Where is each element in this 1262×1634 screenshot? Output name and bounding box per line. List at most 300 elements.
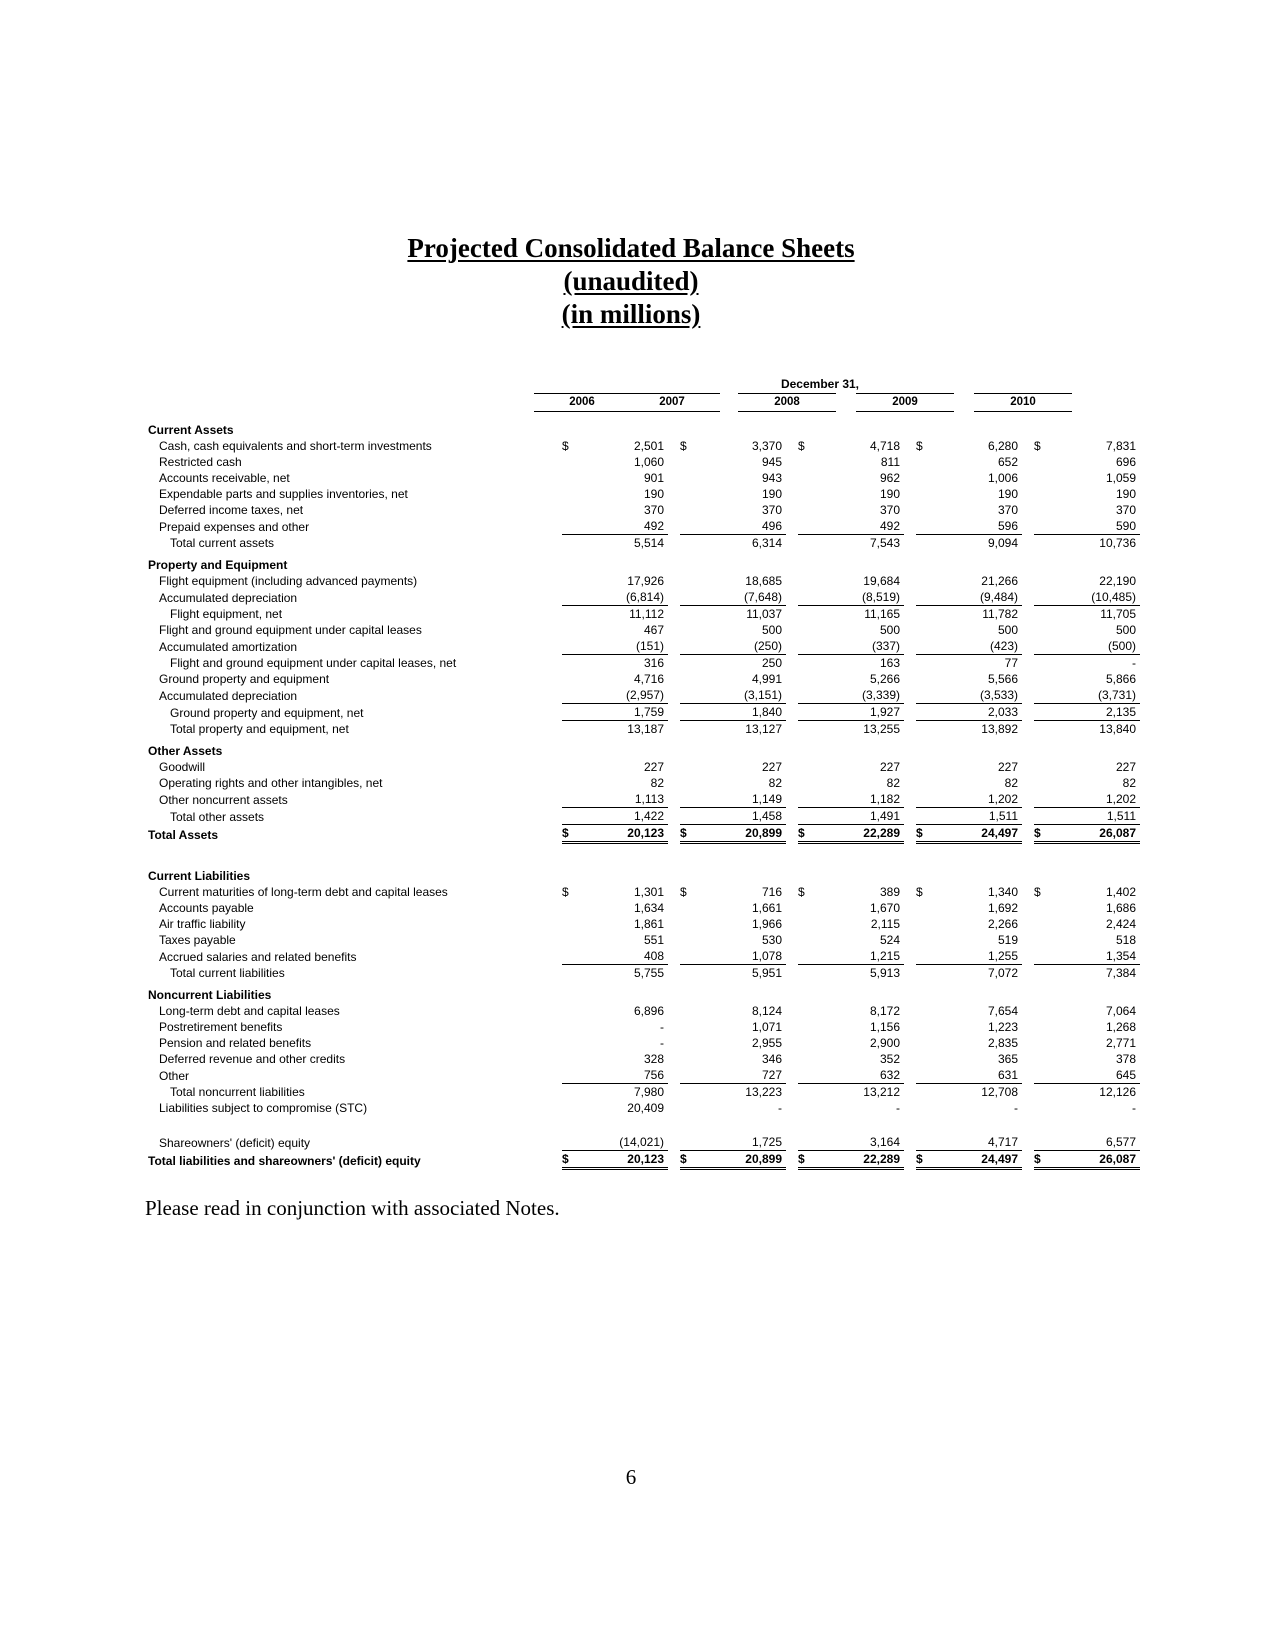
spacer-cell [786,825,798,843]
table-row [148,589,1140,606]
currency-symbol [798,1067,818,1084]
value-cell: 945 [761,455,782,469]
spacer-cell [668,638,680,655]
currency-symbol [562,916,582,932]
value-cell: 13,187 [627,722,664,736]
spacer-cell [1022,1084,1034,1101]
spacer-cell [1022,551,1034,573]
currency-symbol [798,1003,818,1019]
currency-symbol [562,900,582,916]
section-header: Property and Equipment [148,558,288,572]
spacer-cell [668,825,680,843]
value-cell: 518 [1115,933,1136,947]
empty-cell [916,551,936,573]
currency-symbol [916,454,936,470]
spacer-cell [668,1134,680,1151]
currency-symbol [916,486,936,502]
value-cell: 1,202 [936,791,1022,808]
currency-symbol [1034,535,1054,552]
empty-cell [562,551,582,573]
spacer-cell [904,704,916,721]
currency-symbol [1034,502,1054,518]
spacer-cell [904,687,916,704]
currency-symbol [562,775,582,791]
spacer-cell [786,518,798,535]
spacer-cell [786,1134,798,1151]
spacer-cell [1022,737,1034,759]
value-cell: - [1132,656,1136,670]
currency-symbol [680,1035,700,1051]
currency-symbol [798,573,818,589]
spacer-cell [786,1051,798,1067]
empty-cell [582,862,668,884]
currency-symbol [798,502,818,518]
value-cell: 727 [700,1067,786,1084]
row-label: Deferred income taxes, net [159,503,304,517]
spacer-cell [668,486,680,502]
spacer-cell [1022,1035,1034,1051]
spacer-cell [786,671,798,687]
row-label: Expendable parts and supplies inventories, net [159,487,408,501]
value-cell: 3,370 [751,439,782,453]
row-label: Ground property and equipment [159,672,330,686]
spacer-cell [786,948,798,965]
currency-symbol [680,606,700,623]
currency-symbol [562,606,582,623]
value-cell: 1,060 [633,455,664,469]
currency-symbol [562,808,582,825]
row-label: Postretirement benefits [159,1020,283,1034]
balance-sheet-table [148,416,1140,1170]
table-row [148,622,1140,638]
currency-symbol [1034,589,1054,606]
empty-cell [582,551,668,573]
spacer-cell [668,589,680,606]
value-cell: 11,112 [629,607,664,621]
empty-cell [1054,981,1140,1003]
row-label: Other noncurrent assets [159,792,288,807]
value-cell: 13,223 [745,1085,782,1099]
currency-symbol: $ [916,885,923,899]
spacer-cell [786,655,798,672]
currency-symbol [562,1051,582,1067]
section-header: Current Liabilities [148,869,251,883]
value-cell: 22,289 [818,1151,904,1169]
value-cell: 190 [1115,487,1136,501]
row-label: Ground property and equipment, net [170,705,364,720]
spacer-cell [668,416,680,438]
currency-symbol: $ [562,439,569,453]
spacer-cell [668,759,680,775]
value-cell: 652 [997,455,1018,469]
currency-symbol [798,916,818,932]
currency-symbol [562,1134,582,1151]
value-cell: 632 [818,1067,904,1084]
currency-symbol [680,791,700,808]
table-row [148,884,1140,900]
currency-symbol [680,1100,700,1116]
spacer-cell [904,981,916,1003]
value-cell: 24,497 [936,825,1022,843]
spacer-cell [786,791,798,808]
currency-symbol [798,721,818,738]
spacer-cell [1022,502,1034,518]
currency-symbol [680,900,700,916]
spacer-cell [904,791,916,808]
table-row [148,825,1140,843]
currency-symbol [916,655,936,672]
value-cell: 2,033 [936,704,1022,721]
currency-symbol [916,948,936,965]
value-cell: 1,354 [1054,948,1140,965]
currency-symbol [798,759,818,775]
value-cell: 7,384 [1105,966,1136,980]
spacer-cell [668,535,680,552]
table-row [148,1151,1140,1169]
value-cell: 1,422 [582,808,668,825]
value-cell: 5,913 [869,966,900,980]
blank-row [148,843,1140,863]
value-cell: 4,717 [936,1134,1022,1151]
currency-symbol [798,704,818,721]
value-cell: 524 [879,933,900,947]
value-cell: - [1014,1101,1018,1115]
spacer-cell [1022,1067,1034,1084]
currency-symbol: $ [680,885,687,899]
empty-cell [680,737,700,759]
empty-cell [1034,551,1054,573]
spacer-cell [1022,589,1034,606]
currency-symbol: $ [798,885,805,899]
value-cell: 811 [880,455,900,469]
value-cell: 500 [761,623,782,637]
currency-symbol [1034,965,1054,982]
spacer-cell [1022,1134,1034,1151]
currency-symbol [1034,1035,1054,1051]
spacer-cell [904,1035,916,1051]
spacer-cell [904,416,916,438]
spacer-cell [786,535,798,552]
spacer-cell [786,884,798,900]
value-cell: (423) [936,638,1022,655]
value-cell: - [896,1101,900,1115]
currency-symbol [798,1035,818,1051]
currency-symbol [562,486,582,502]
spacer-cell [904,606,916,623]
table-row [148,671,1140,687]
row-label: Accrued salaries and related benefits [159,949,357,964]
spacer-cell [786,486,798,502]
spacer-cell [904,671,916,687]
currency-symbol [680,1051,700,1067]
currency-symbol [680,932,700,948]
value-cell: 492 [582,518,668,535]
spacer-cell [668,1051,680,1067]
value-cell: 5,755 [633,966,664,980]
currency-symbol [680,671,700,687]
empty-cell [818,737,904,759]
value-cell: 1,692 [987,901,1018,915]
value-cell: (500) [1054,638,1140,655]
currency-symbol [1034,638,1054,655]
spacer-cell [904,502,916,518]
currency-symbol [1034,948,1054,965]
value-cell: 4,718 [869,439,900,453]
currency-symbol [798,1019,818,1035]
spacer-cell [1022,535,1034,552]
currency-symbol [1034,606,1054,623]
table-row [148,1019,1140,1035]
row-label: Accumulated amortization [159,639,298,654]
row-label: Air traffic liability [159,917,246,931]
currency-symbol [916,704,936,721]
currency-symbol [798,1051,818,1067]
currency-symbol [916,1019,936,1035]
value-cell: 11,037 [746,607,782,621]
currency-symbol [1034,1134,1054,1151]
spacer-cell [668,981,680,1003]
table-row [148,438,1140,454]
table-row [148,900,1140,916]
value-cell: 1,301 [633,885,664,899]
spacer-cell [786,916,798,932]
currency-symbol [1034,791,1054,808]
value-cell: - [660,1020,664,1034]
value-cell: 5,266 [869,672,900,686]
currency-symbol [916,721,936,738]
value-cell: (250) [700,638,786,655]
spacer-cell [904,573,916,589]
section-header: Noncurrent Liabilities [148,988,272,1002]
empty-cell [1034,981,1054,1003]
currency-symbol [1034,704,1054,721]
spacer-cell [904,721,916,738]
currency-symbol [562,1100,582,1116]
table-row [148,916,1140,932]
table-row [148,948,1140,965]
table-row [148,573,1140,589]
value-cell: 227 [879,760,900,774]
currency-symbol [562,518,582,535]
currency-symbol [1034,1019,1054,1035]
currency-symbol [798,1134,818,1151]
spacer-cell [668,518,680,535]
empty-cell [916,737,936,759]
value-cell: 346 [761,1052,782,1066]
currency-symbol [562,589,582,606]
spacer-cell [904,948,916,965]
value-cell: 24,497 [936,1151,1022,1169]
spacer-cell [786,470,798,486]
spacer-cell [904,1019,916,1035]
title-line-1: Projected Consolidated Balance Sheets [407,233,855,263]
value-cell: 20,123 [582,1151,668,1169]
currency-symbol [562,1067,582,1084]
spacer-cell [786,808,798,825]
table-row [148,791,1140,808]
spacer-cell [668,884,680,900]
table-row [148,1067,1140,1084]
currency-symbol [916,470,936,486]
table-row [148,704,1140,721]
spacer-cell [668,1100,680,1116]
table-row [148,775,1140,791]
currency-symbol [798,791,818,808]
spacer-cell [786,573,798,589]
spacer-cell [668,791,680,808]
empty-cell [1034,862,1054,884]
currency-symbol [680,1019,700,1035]
value-cell: 1,149 [700,791,786,808]
currency-symbol [798,589,818,606]
spacer-cell [1022,916,1034,932]
currency-symbol [562,721,582,738]
value-cell: 227 [997,760,1018,774]
value-cell: - [778,1101,782,1115]
value-cell: 492 [818,518,904,535]
spacer-cell [786,704,798,721]
value-cell: 227 [643,760,664,774]
currency-symbol [916,965,936,982]
value-cell: 6,577 [1054,1134,1140,1151]
row-label: Accumulated depreciation [159,688,298,703]
value-cell: 408 [582,948,668,965]
value-cell: 190 [761,487,782,501]
value-cell: 17,926 [627,574,664,588]
empty-cell [1054,416,1140,438]
value-cell: 20,899 [700,825,786,843]
empty-cell [818,416,904,438]
value-cell: 227 [1115,760,1136,774]
row-label: Pension and related benefits [159,1036,312,1050]
currency-symbol [1034,721,1054,738]
value-cell: 943 [761,471,782,485]
value-cell: 82 [768,776,782,790]
currency-symbol [1034,486,1054,502]
value-cell: 370 [1115,503,1136,517]
section-header-row [148,981,1140,1003]
spacer-cell [668,737,680,759]
currency-symbol [680,638,700,655]
empty-cell [582,416,668,438]
currency-symbol [680,1003,700,1019]
currency-symbol: $ [798,439,805,453]
spacer-cell [668,721,680,738]
table-row [148,1134,1140,1151]
currency-symbol [562,948,582,965]
table-row [148,470,1140,486]
currency-symbol [680,655,700,672]
value-cell: 13,255 [863,722,900,736]
row-label: Flight and ground equipment under capital leases [159,623,422,637]
currency-symbol [1034,775,1054,791]
spacer-cell [1022,486,1034,502]
value-cell: (7,648) [700,589,786,606]
value-cell: 13,840 [1099,722,1136,736]
empty-cell [1054,737,1140,759]
spacer-cell [786,638,798,655]
currency-symbol [798,486,818,502]
spacer-cell [786,1019,798,1035]
value-cell: - [660,1036,664,1050]
spacer-cell [904,884,916,900]
value-cell: 2,771 [1105,1036,1136,1050]
spacer-cell [1022,1019,1034,1035]
spacer-cell [786,759,798,775]
currency-symbol [562,791,582,808]
spacer-cell [1022,948,1034,965]
value-cell: 4,716 [633,672,664,686]
spacer-cell [904,1151,916,1169]
spacer-cell [904,1051,916,1067]
currency-symbol [916,1067,936,1084]
spacer-cell [668,1084,680,1101]
value-cell: 190 [997,487,1018,501]
empty-cell [1034,416,1054,438]
spacer-cell [904,862,916,884]
value-cell: 82 [650,776,664,790]
year-header-2008: 2008 [738,393,836,412]
currency-symbol [680,518,700,535]
empty-cell [562,737,582,759]
currency-symbol [680,1067,700,1084]
spacer-cell [1022,1003,1034,1019]
blank-cell [148,1116,1140,1134]
value-cell: 500 [1115,623,1136,637]
row-label: Total current assets [170,536,275,550]
row-label: Cash, cash equivalents and short-term investments [159,439,432,453]
empty-cell [818,981,904,1003]
currency-symbol [916,1100,936,1116]
currency-symbol [562,671,582,687]
spacer-cell [786,606,798,623]
empty-cell [798,551,818,573]
currency-symbol [798,606,818,623]
value-cell: 1,491 [818,808,904,825]
row-label: Other [159,1068,190,1083]
currency-symbol [562,655,582,672]
value-cell: (6,814) [582,589,668,606]
table-row [148,687,1140,704]
currency-symbol [798,965,818,982]
empty-cell [818,862,904,884]
spacer-cell [1022,775,1034,791]
currency-symbol [562,1019,582,1035]
spacer-cell [1022,825,1034,843]
spacer-cell [668,932,680,948]
value-cell: 467 [643,623,664,637]
table-row [148,932,1140,948]
value-cell: 6,896 [633,1004,664,1018]
spacer-cell [1022,721,1034,738]
empty-cell [916,981,936,1003]
value-cell: 1,071 [751,1020,782,1034]
spacer-cell [1022,862,1034,884]
currency-symbol [680,486,700,502]
value-cell: (3,533) [936,687,1022,704]
value-cell: 7,980 [633,1085,664,1099]
currency-symbol: $ [1034,885,1041,899]
value-cell: 370 [643,503,664,517]
currency-symbol [916,775,936,791]
currency-symbol [680,589,700,606]
value-cell: (2,957) [582,687,668,704]
currency-symbol [916,518,936,535]
currency-symbol [916,791,936,808]
currency-symbol [916,589,936,606]
value-cell: 370 [879,503,900,517]
balance-sheet-body [148,416,1140,1169]
